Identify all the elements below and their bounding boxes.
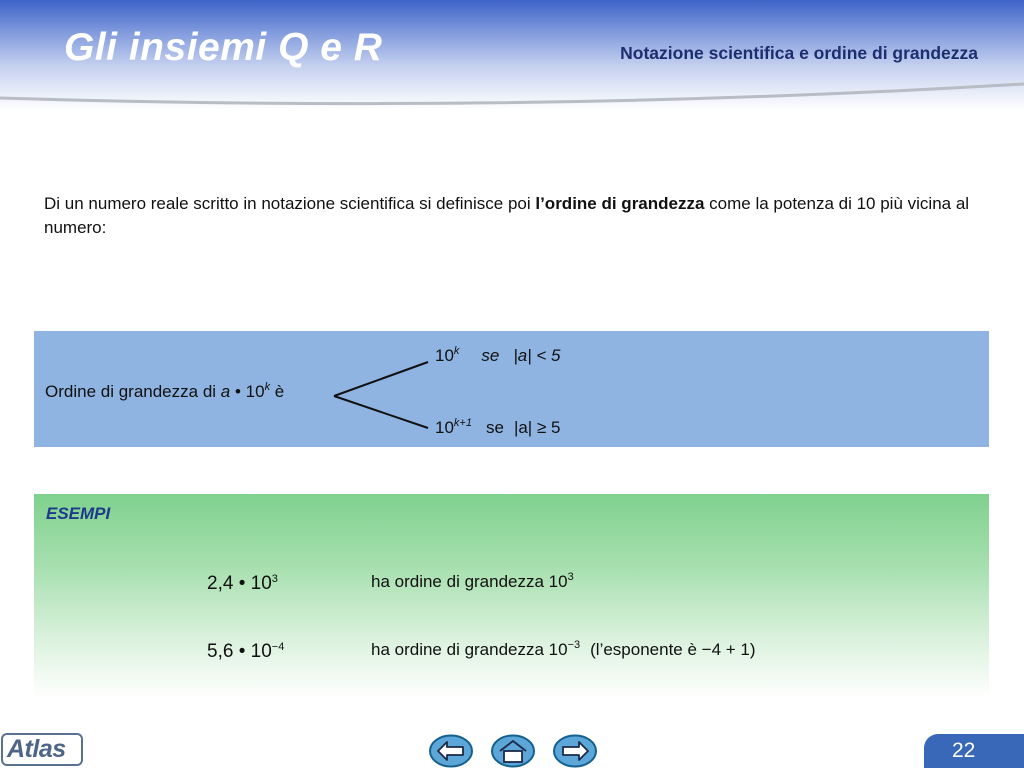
example-number bbox=[207, 573, 278, 595]
next-slide-button[interactable] bbox=[552, 734, 598, 768]
intro-text-after: come la potenza di 10 più vicina al numero: bbox=[44, 194, 970, 237]
header-swoosh bbox=[0, 78, 1024, 110]
example-desc-base: ha ordine di grandezza 10 bbox=[371, 640, 568, 659]
example-description bbox=[371, 640, 756, 660]
rule-bottom-exp: k+1 bbox=[453, 417, 472, 429]
slide-title: Notazione scientifica e ordine di grandezza bbox=[620, 43, 978, 63]
example-number-base: 2,4 • 10 bbox=[207, 573, 272, 594]
arrow-left-icon bbox=[428, 734, 474, 768]
rule-bottom-base: 10 bbox=[435, 418, 454, 437]
rule-top-se: se bbox=[481, 346, 500, 365]
rule-top-cond: |a| < 5 bbox=[513, 346, 561, 365]
rule-bottom-cond: |a| ≥ 5 bbox=[513, 418, 561, 437]
example-desc-exp: 3 bbox=[567, 571, 574, 583]
intro-text-before: Di un numero reale scritto in notazione scientifica si definisce poi bbox=[44, 194, 536, 213]
intro-bold-term: l’ordine di grandezza bbox=[535, 194, 705, 213]
example-desc-base: ha ordine di grandezza 10 bbox=[371, 572, 568, 591]
rule-label-suffix: è bbox=[270, 382, 285, 401]
examples-title: ESEMPI bbox=[46, 504, 111, 523]
rule-case-bottom bbox=[435, 418, 560, 438]
rule-label-exp: k bbox=[264, 381, 271, 393]
rule-top-exp: k bbox=[453, 345, 460, 357]
deck-title: Gli insiemi Q e R bbox=[64, 26, 383, 69]
example-number-base: 5,6 • 10 bbox=[207, 641, 272, 662]
rule-box bbox=[34, 331, 989, 447]
prev-slide-button[interactable] bbox=[428, 734, 474, 768]
example-number bbox=[207, 641, 284, 663]
page-number: 22 bbox=[924, 734, 1024, 768]
rule-top-base: 10 bbox=[435, 346, 454, 365]
example-description bbox=[371, 572, 574, 592]
example-number-exp: 3 bbox=[271, 573, 278, 585]
example-number-exp: −4 bbox=[271, 641, 285, 653]
home-icon bbox=[490, 734, 536, 768]
home-button[interactable] bbox=[490, 734, 536, 768]
atlas-logo-text: Atlas bbox=[7, 735, 66, 763]
example-desc-exp: −3 bbox=[567, 639, 581, 651]
branch-lines bbox=[330, 356, 434, 432]
atlas-logo bbox=[1, 733, 83, 766]
examples-box bbox=[34, 494, 989, 698]
rule-label-var: a bbox=[220, 382, 231, 401]
rule-label bbox=[45, 382, 284, 402]
rule-label-mid: • 10 bbox=[230, 382, 265, 401]
rule-case-top bbox=[435, 346, 561, 366]
rule-bottom-se: se bbox=[485, 418, 504, 437]
slide-header bbox=[0, 0, 1024, 110]
intro-paragraph bbox=[44, 192, 984, 240]
rule-label-prefix: Ordine di grandezza di bbox=[45, 382, 221, 401]
example-desc-note: (l’esponente è −4 + 1) bbox=[590, 640, 756, 659]
arrow-right-icon bbox=[552, 734, 598, 768]
